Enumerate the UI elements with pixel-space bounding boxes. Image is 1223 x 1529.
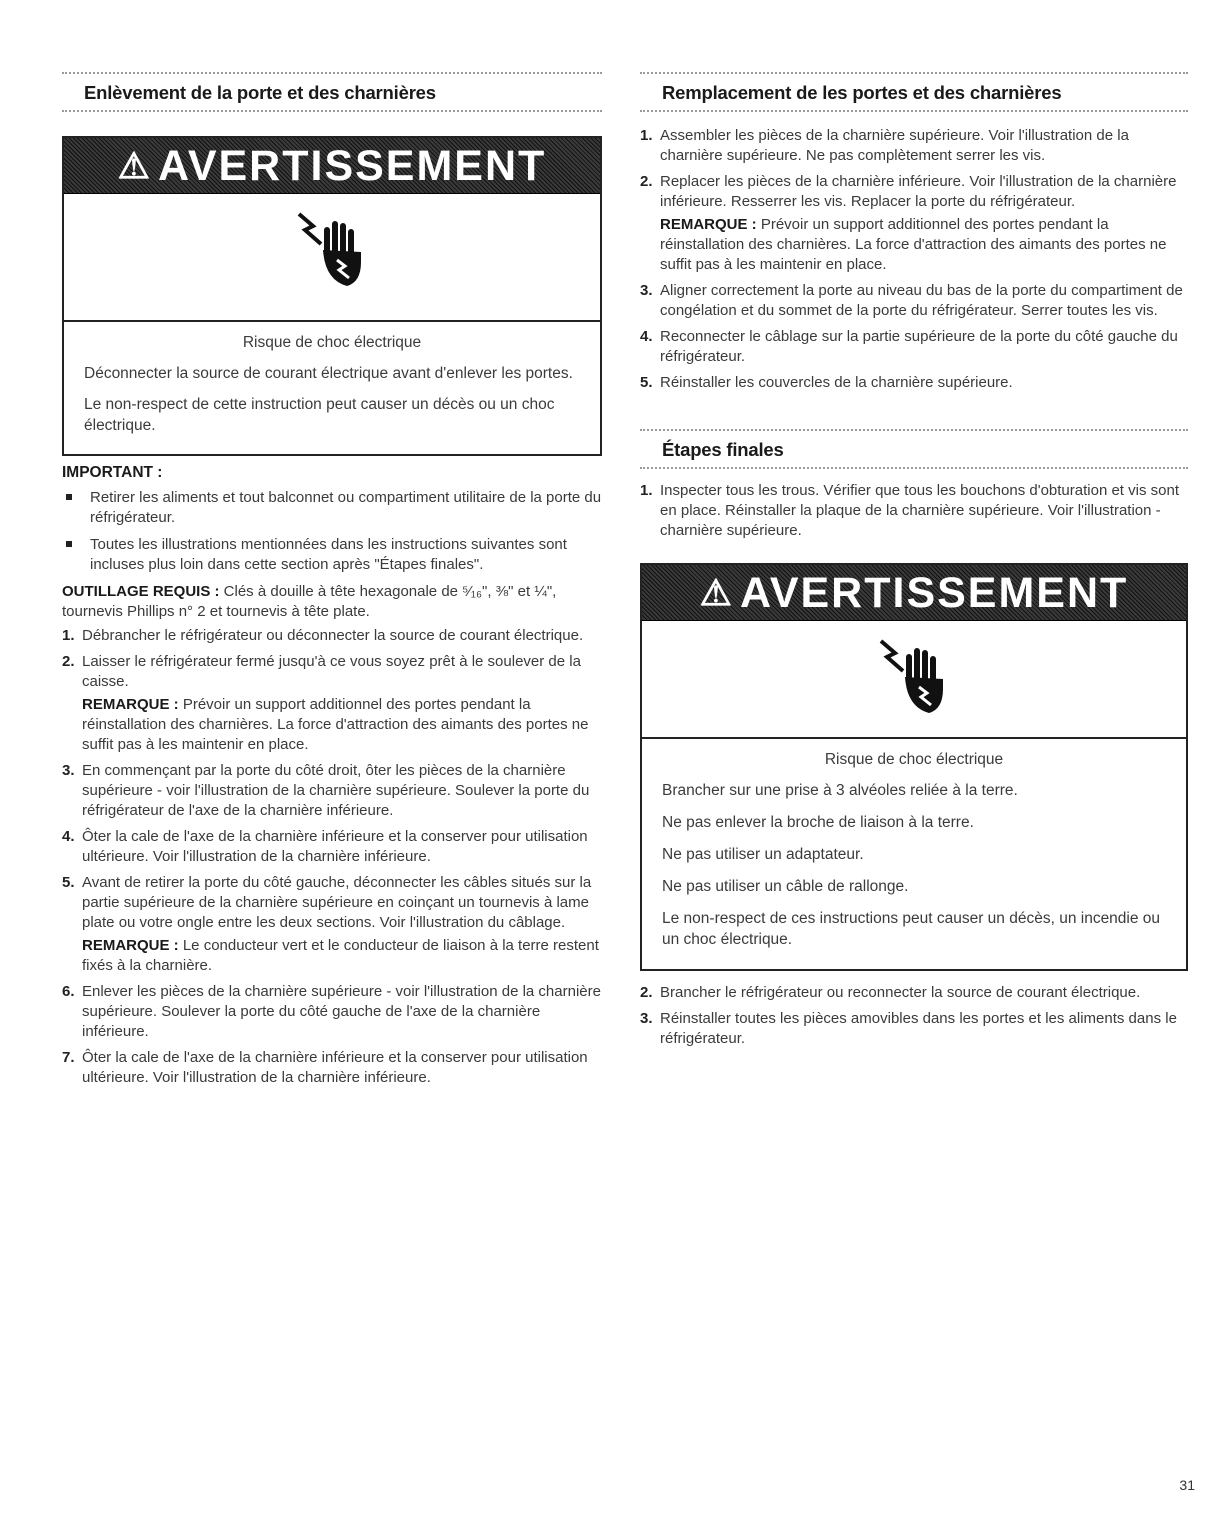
tools-text: Clés à douille à tête hexagonale de ⁵⁄₁₆", ⅜" et ¼", tournevis Phillips n° 2 et tournevis à tête plate. bbox=[62, 583, 557, 620]
page-number: 31 bbox=[1179, 1477, 1195, 1493]
list-item: 2. Brancher le réfrigérateur ou reconnecter la source de courant électrique. bbox=[640, 984, 1141, 1001]
list-item: 2. Laisser le réfrigérateur fermé jusqu'à ce vous soyez prêt à le soulever de la caisse. REMARQUE : Prévoir un support additionnel des portes pendant la réinstallation des charnières. La force d'attraction des aimants des portes ne suffit pas à les maintenir en place. bbox=[62, 652, 602, 755]
tools-required bbox=[62, 582, 602, 622]
warning-line: Brancher sur une prise à 3 alvéoles reliée à la terre. bbox=[662, 782, 1018, 799]
warning-header-text: AVERTISSEMENT bbox=[739, 569, 1129, 617]
note: REMARQUE : Prévoir un support additionnel des portes pendant la réinstallation des charnières. La force d'attraction des aimants des portes ne suffit pas à les maintenir en place. bbox=[82, 696, 589, 753]
tools-label: OUTILLAGE REQUIS : bbox=[62, 583, 220, 600]
section-title-replacement: Remplacement de les portes et des charnières bbox=[640, 72, 1188, 112]
final-steps-first bbox=[640, 481, 1188, 541]
warning-line: Ne pas enlever la broche de liaison à la terre. bbox=[662, 814, 974, 831]
warning-line: Ne pas utiliser un câble de rallonge. bbox=[662, 878, 909, 895]
list-item: 5. Avant de retirer la porte du côté gauche, déconnecter les câbles situés sur la partie supérieure de la charnière supérieure en coinçant un tournevis à lame plate ou votre ongle entre les deux sections. Voir l'illustration du câblage. REMARQUE : Le conducteur vert et le conducteur de liaison à la terre restent fixés à la charnière. bbox=[62, 873, 602, 976]
important-label: IMPORTANT : bbox=[62, 464, 163, 481]
warning-box bbox=[62, 136, 602, 456]
warning-line: Le non-respect de cette instruction peut causer un décès ou un choc électrique. bbox=[84, 396, 555, 434]
warning-line: Déconnecter la source de courant électrique avant d'enlever les portes. bbox=[84, 365, 573, 382]
note: REMARQUE : Prévoir un support additionnel des portes pendant la réinstallation des charnières. La force d'attraction des aimants des portes ne suffit pas à les maintenir en place. bbox=[660, 216, 1167, 273]
list-item: 2. Replacer les pièces de la charnière inférieure. Voir l'illustration de la charnière inférieure. Resserrer les vis. Replacer la porte du réfrigérateur. REMARQUE : Prévoir un support additionnel des portes pendant la réinstallation des charnières. La force d'attraction des aimants des portes ne suffit pas à les maintenir en place. bbox=[640, 172, 1188, 275]
electric-shock-hand-icon bbox=[297, 210, 367, 290]
removal-steps bbox=[62, 626, 602, 1088]
list-item: 5. Réinstaller les couvercles de la charnière supérieure. bbox=[640, 374, 1013, 391]
warning-line: Le non-respect de ces instructions peut causer un décès, un incendie ou un choc électrique. bbox=[662, 910, 1161, 948]
list-item: 3. En commençant par la porte du côté droit, ôter les pièces de la charnière supérieure - voir l'illustration de la charnière supérieure. Soulever la porte du réfrigérateur de l'axe de la charnière inférieure. bbox=[62, 762, 590, 819]
section-title-final-steps: Étapes finales bbox=[640, 429, 1188, 469]
list-item: 6. Enlever les pièces de la charnière supérieure - voir l'illustration de la charnière supérieure. Soulever la porte du côté gauche de l'axe de la charnière inférieure. bbox=[62, 983, 601, 1040]
warning-header-text: AVERTISSEMENT bbox=[157, 142, 547, 190]
warning-triangle-icon: ⚠ bbox=[117, 145, 152, 186]
warning-header bbox=[642, 565, 1186, 621]
left-column bbox=[62, 72, 602, 1094]
final-steps-rest bbox=[640, 983, 1188, 1049]
list-item: 3. Aligner correctement la porte au niveau du bas de la porte du compartiment de congélation et du sommet de la porte du réfrigérateur. Serrer toutes les vis. bbox=[640, 282, 1183, 319]
warning-box bbox=[640, 563, 1188, 971]
note: REMARQUE : Le conducteur vert et le conducteur de liaison à la terre restent fixés à la charnière. bbox=[82, 937, 599, 974]
replacement-steps bbox=[640, 126, 1188, 393]
list-item: 7. Ôter la cale de l'axe de la charnière inférieure et la conserver pour utilisation ultérieure. Voir l'illustration de la charnière inférieure. bbox=[62, 1049, 588, 1086]
list-item: 1. Assembler les pièces de la charnière supérieure. Voir l'illustration de la charnière supérieure. Ne pas complètement serrer les vis. bbox=[640, 127, 1129, 164]
list-item: 4. Ôter la cale de l'axe de la charnière inférieure et la conserver pour utilisation ultérieure. Voir l'illustration de la charnière inférieure. bbox=[62, 828, 588, 865]
list-item: 4. Reconnecter le câblage sur la partie supérieure de la porte du côté gauche du réfrigérateur. bbox=[640, 328, 1178, 365]
warning-triangle-icon: ⚠ bbox=[699, 572, 734, 613]
warning-header bbox=[64, 138, 600, 194]
warning-risk-title: Risque de choc électrique bbox=[242, 334, 422, 351]
section-title-removal: Enlèvement de la porte et des charnières bbox=[62, 72, 602, 112]
important-list bbox=[62, 488, 602, 575]
list-item: Toutes les illustrations mentionnées dans les instructions suivantes sont incluses plus loin dans cette section après "Étapes finales". bbox=[62, 535, 602, 575]
warning-line: Ne pas utiliser un adaptateur. bbox=[662, 846, 864, 863]
list-item: 3. Réinstaller toutes les pièces amovibles dans les portes et les aliments dans le réfrigérateur. bbox=[640, 1010, 1177, 1047]
list-item: 1. Inspecter tous les trous. Vérifier que tous les bouchons d'obturation et vis sont en place. Réinstaller la plaque de la charnière supérieure. Voir l'illustration - charnière supérieure. bbox=[640, 482, 1179, 539]
warning-risk-title: Risque de choc électrique bbox=[824, 751, 1004, 768]
right-column bbox=[640, 72, 1188, 1055]
electric-shock-hand-icon bbox=[879, 637, 949, 717]
list-item: Retirer les aliments et tout balconnet ou compartiment utilitaire de la porte du réfrigérateur. bbox=[62, 488, 602, 528]
list-item: 1. Débrancher le réfrigérateur ou déconnecter la source de courant électrique. bbox=[62, 627, 584, 644]
